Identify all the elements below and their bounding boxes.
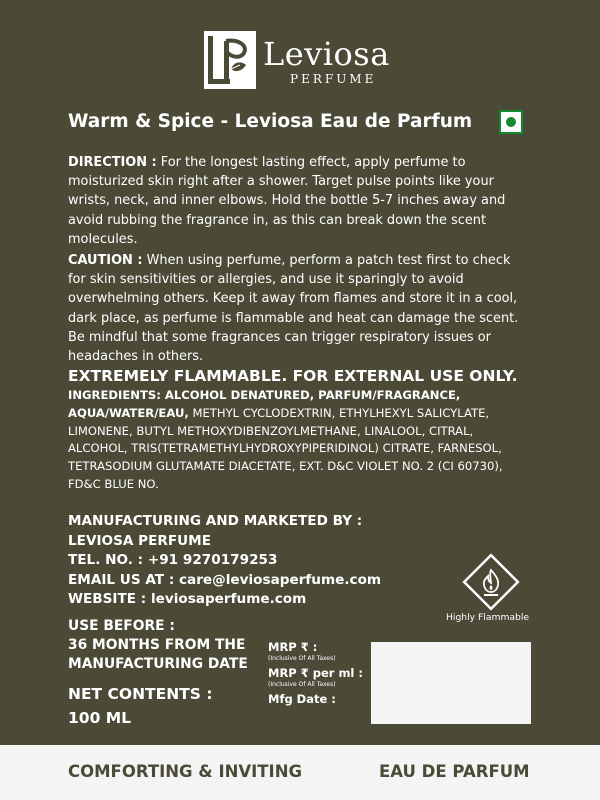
caution-text: When using perfume, perform a patch test first to check for skin sensitivities or allergies, and use it sparingly to avoid overwhelming others. Keep it away from flames and store it in a cool, dark place, as perfume is flammable and heat can damage the scent. Be mindful that some fragrances can trigger respiratory issues or headaches in others. — [68, 253, 519, 365]
use-before-line2: 36 MONTHS FROM THE — [68, 637, 246, 654]
use-before-info — [68, 617, 268, 675]
manufacturer-info — [68, 512, 398, 610]
manufacturer-phone: TEL. NO. : +91 9270179253 — [68, 552, 278, 569]
product-title: Warm & Spice - Leviosa Eau de Parfum — [68, 111, 473, 132]
net-contents-value: 100 ML — [68, 708, 132, 727]
lp-monogram-leaf-icon — [204, 31, 256, 89]
green-dot-icon — [499, 110, 523, 134]
mfg-date-label: Mfg Date : — [268, 692, 336, 706]
manufacturer-company: LEVIOSA PERFUME — [68, 532, 211, 549]
flammable-diamond-icon — [462, 553, 520, 611]
footer-tagline: COMFORTING & INVITING — [68, 762, 303, 781]
caution-paragraph — [68, 251, 528, 366]
ingredients-text: METHYL CYCLODEXTRIN, ETHYLHEXYL SALICYLATE, LIMONENE, BUTYL METHOXYDIBENZOYLMETHANE, LINALOOL, CITRAL, ALCOHOL, TRIS(TETRAMETHYLHYDROXYPIPERIDINOL) CITRATE, FARNESOL, TETRASODIUM GLUTAMATE DIACETATE, EXT. D&C VIOLET NO. 2 (CI 60730), FD&C BLUE NO. — [68, 405, 503, 491]
hazard-label: Highly Flammable — [446, 612, 530, 623]
net-contents-label: NET CONTENTS : — [68, 685, 213, 703]
mrp-note: (Inclusive Of All Taxes) — [268, 655, 336, 662]
mrp-per-ml-note: (Inclusive Of All Taxes) — [268, 681, 336, 688]
caution-label: CAUTION : — [68, 253, 143, 268]
footer-band — [0, 745, 600, 800]
flammable-warning: EXTREMELY FLAMMABLE. FOR EXTERNAL USE ONLY. — [68, 367, 518, 385]
use-before-line3: MANUFACTURING DATE — [68, 656, 248, 673]
direction-text: For the longest lasting effect, apply perfume to moisturized skin right after a shower. Target pulse points like your wrists, neck, and inner elbows. Hold the bottle 5-7 inches away and avoid rubbing the fragrance in, as this can break down the scent molecules. — [68, 155, 506, 247]
direction-label: DIRECTION : — [68, 155, 157, 170]
ingredients-label: INGREDIENTS: ALCOHOL DENATURED, PARFUM/FRAGRANCE, AQUA/WATER/EAU, — [68, 388, 461, 420]
price-stamp-box — [371, 642, 531, 724]
mrp-per-ml-label: MRP ₹ per ml : — [268, 666, 363, 680]
net-contents — [68, 683, 268, 730]
manufacturer-website: WEBSITE : leviosaperfume.com — [68, 591, 307, 608]
use-before-label: USE BEFORE : — [68, 618, 175, 634]
manufacturer-email: EMAIL US AT : care@leviosaperfume.com — [68, 571, 382, 588]
mrp-label: MRP ₹ : — [268, 640, 318, 654]
brand-name: Leviosa — [263, 35, 390, 73]
footer-product-type: EAU DE PARFUM — [379, 762, 530, 781]
brand-subtitle: PERFUME — [290, 72, 377, 86]
brand-logo — [204, 31, 256, 89]
ingredients-list — [68, 387, 528, 494]
direction-paragraph — [68, 153, 528, 249]
pricing-block — [268, 640, 378, 706]
manufacturer-heading: MANUFACTURING AND MARKETED BY : — [68, 513, 363, 529]
